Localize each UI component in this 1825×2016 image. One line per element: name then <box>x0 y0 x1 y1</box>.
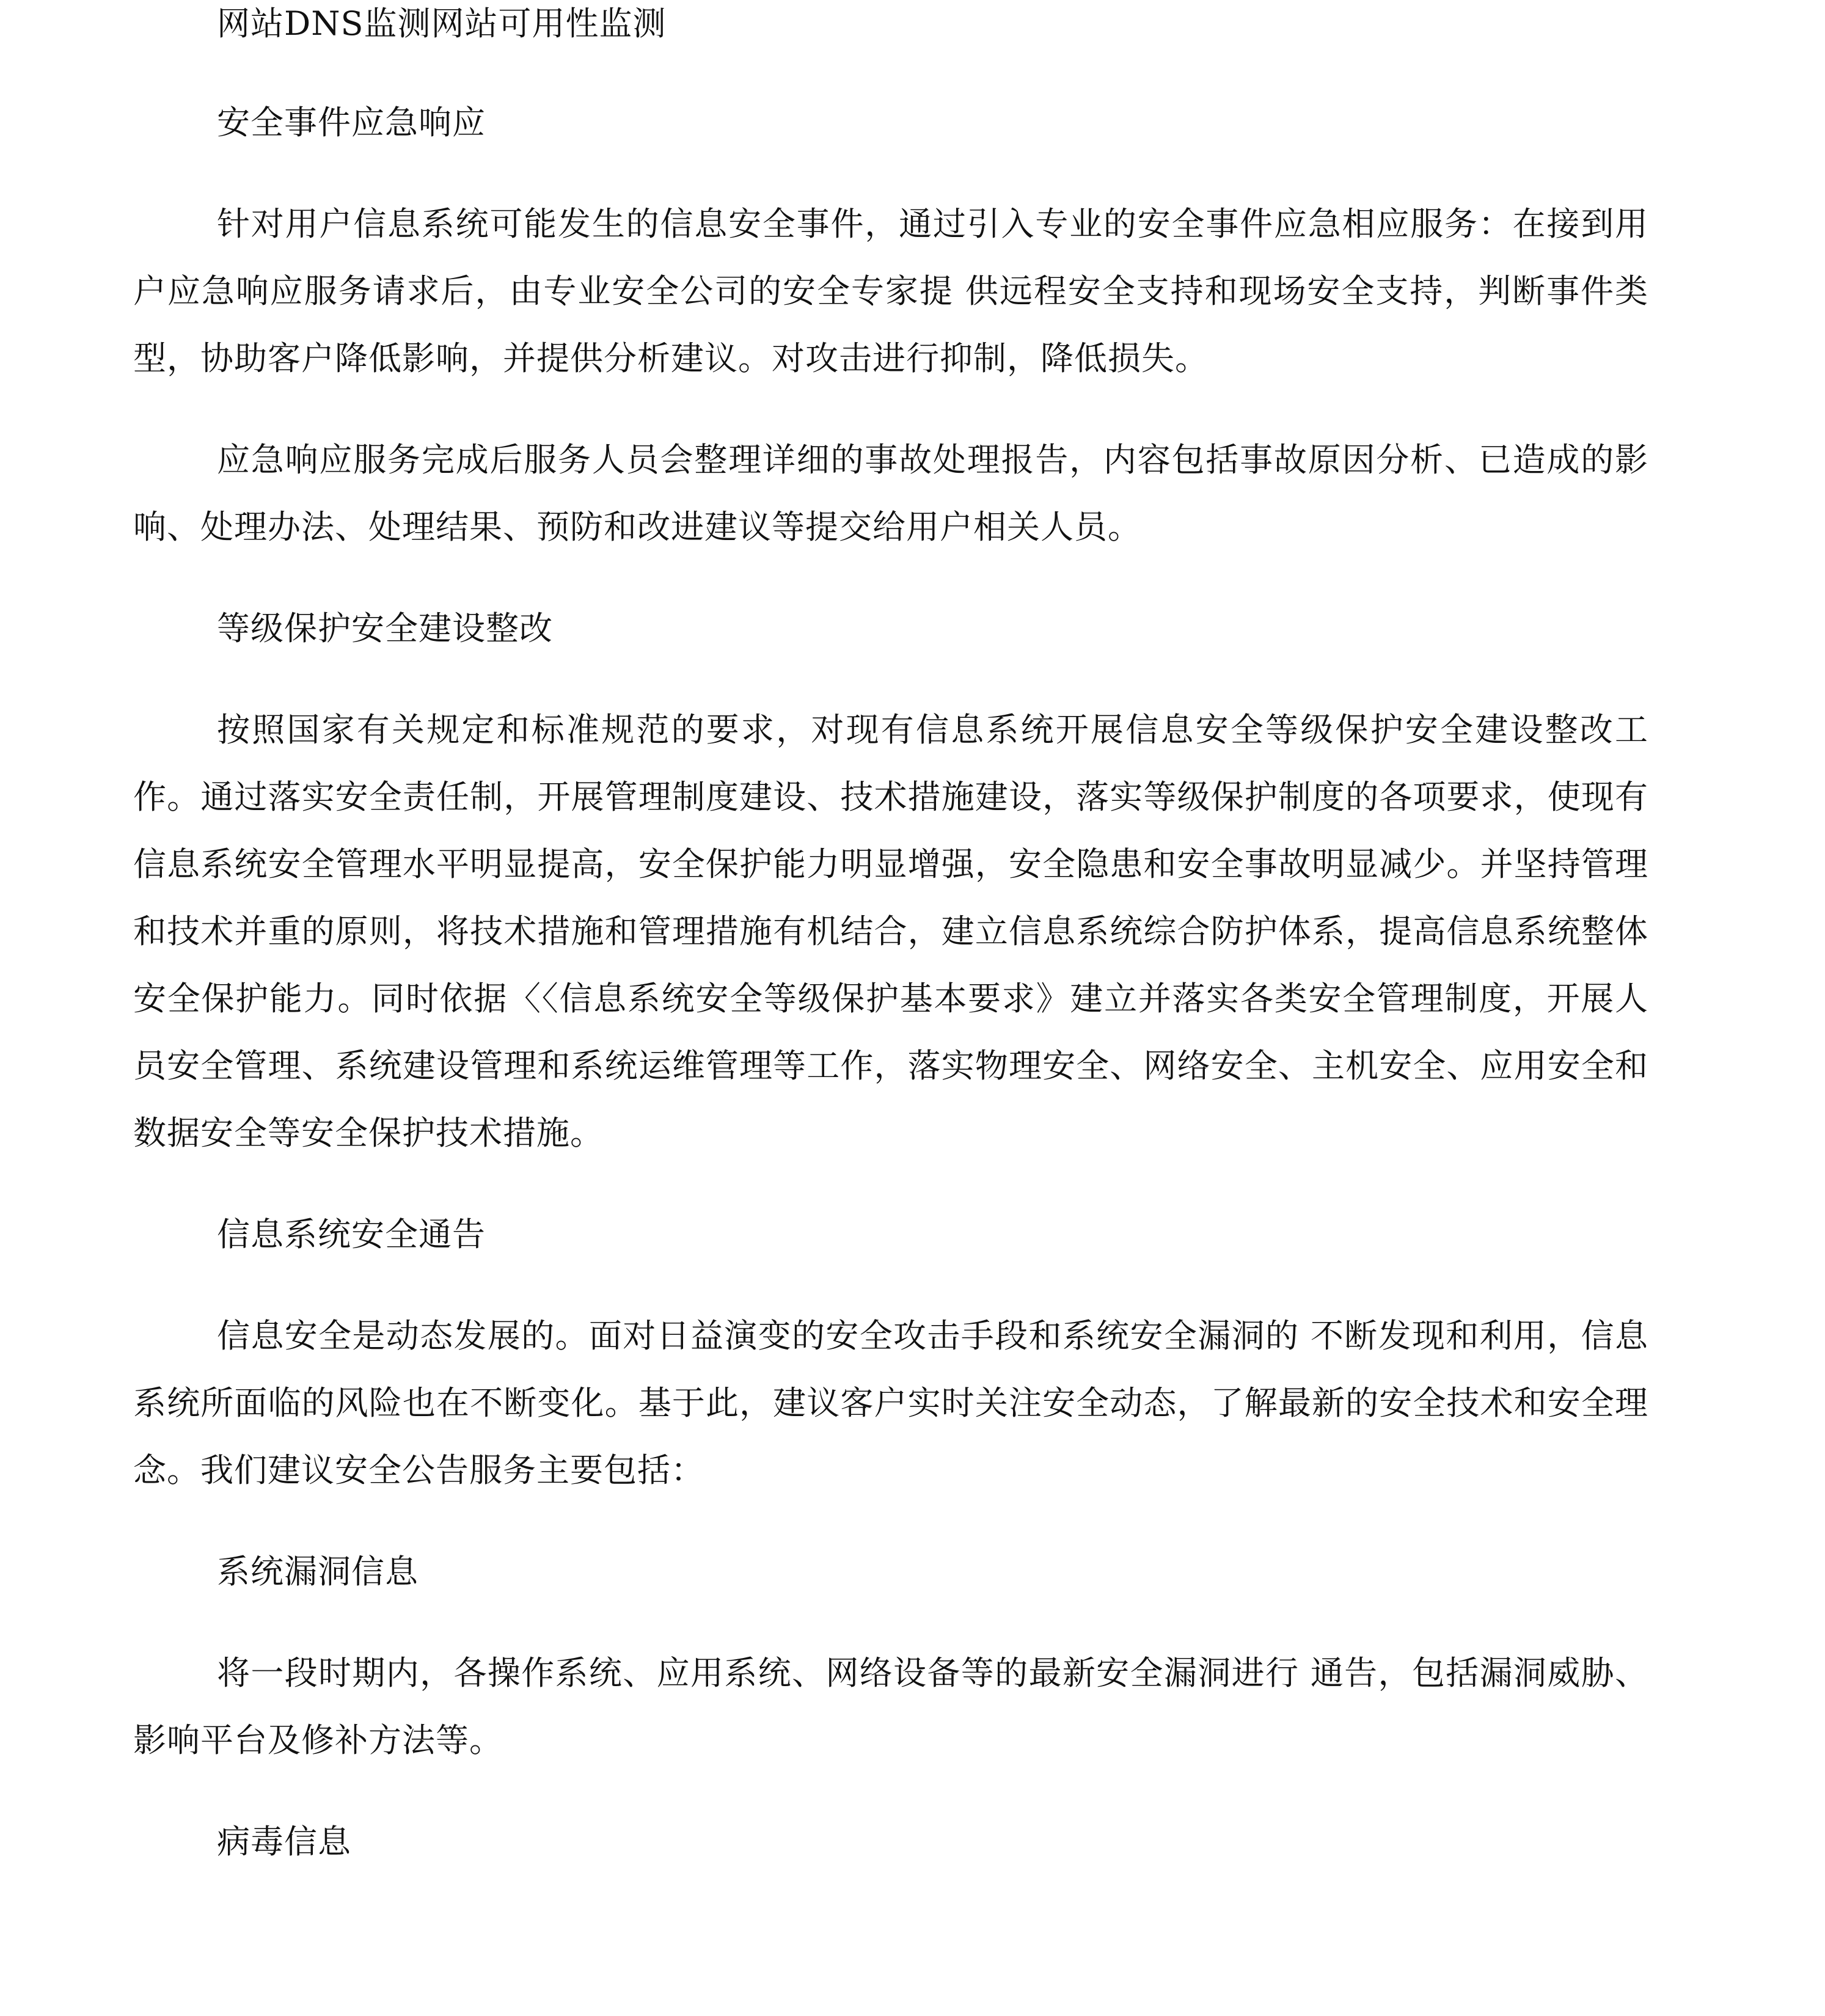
section-heading-level-protection: 等级保护安全建设整改 <box>217 609 553 648</box>
document-body <box>133 0 1648 1875</box>
paragraph-vulnerability-info: 将一段时期内，各操作系统、应用系统、网络设备等的最新安全漏洞进行 通告，包括漏洞威胁、影响平台及修补方法等。 <box>133 1654 1648 1759</box>
paragraph-security-bulletin: 信息安全是动态发展的。面对日益演变的安全攻击手段和系统安全漏洞的 不断发现和利用，信息系统所面临的风险也在不断变化。基于此，建议客户实时关注安全动态，了解最新的安全技术和安全理念。我们建议安全公告服务主要包括： <box>133 1317 1648 1489</box>
paragraph-incident-report: 应急响应服务完成后服务人员会整理详细的事故处理报告，内容包括事故原因分析、已造成的影响、处理办法、处理结果、预防和改进建议等提交给用户相关人员。 <box>133 440 1648 546</box>
paragraph-level-protection: 按照国家有关规定和标准规范的要求，对现有信息系统开展信息安全等级保护安全建设整改工作。通过落实安全责任制，开展管理制度建设、技术措施建设，落实等级保护制度的各项要求，使现有信息系统安全管理水平明显提高，安全保护能力明显增强，安全隐患和安全事故明显减少。并坚持管理和技术并重的原则，将技术措施和管理措施有机结合，建立信息系统综合防护体系，提高信息系统整体安全保护能力。同时依据〈〈信息系统安全等级保护基本要求》建立并落实各类安全管理制度，开展人员安全管理、系统建设管理和系统运维管理等工作，落实物理安全、网络安全、主机安全、应用安全和数据安全等安全保护技术措施。 <box>133 710 1648 1152</box>
spacer <box>133 1268 1648 1302</box>
spacer <box>133 156 1648 191</box>
section-heading-vulnerability-info: 系统漏洞信息 <box>217 1552 419 1591</box>
section-heading-dns-monitoring: 网站DNS监测网站可用性监测 <box>217 4 667 43</box>
paragraph-incident-response: 针对用户信息系统可能发生的信息安全事件，通过引入专业的安全事件应急相应服务：在接到用户应急响应服务请求后，由专业安全公司的安全专家提 供远程安全支持和现场安全支持，判断事件类型，协助客户降低影响，并提供分析建议。对攻击进行抑制，降低损失。 <box>133 205 1648 378</box>
spacer <box>133 1167 1648 1201</box>
section-heading-incident-response: 安全事件应急响应 <box>217 103 486 142</box>
section-heading-virus-info: 病毒信息 <box>217 1822 351 1861</box>
section-heading-security-bulletin: 信息系统安全通告 <box>217 1215 486 1254</box>
spacer <box>133 1605 1648 1640</box>
spacer <box>133 57 1648 89</box>
spacer <box>133 392 1648 426</box>
spacer <box>133 1504 1648 1538</box>
spacer <box>133 1774 1648 1808</box>
spacer <box>133 561 1648 595</box>
spacer <box>133 662 1648 696</box>
